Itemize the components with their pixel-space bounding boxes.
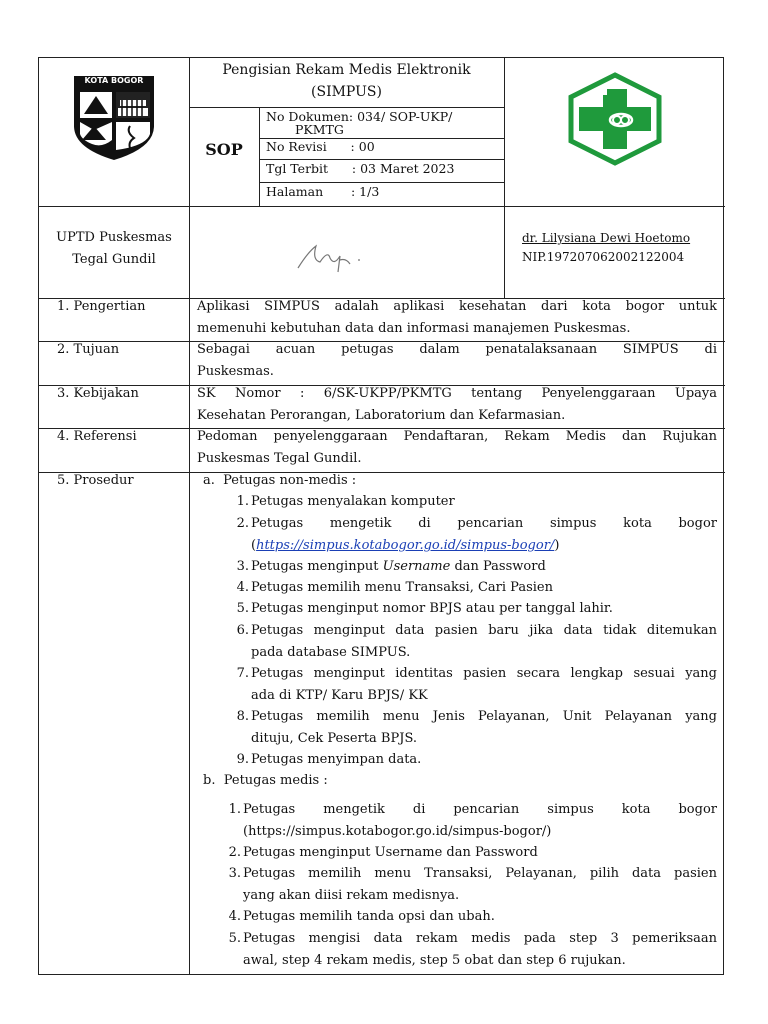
- signer-nip: NIP.197207062002122004: [522, 250, 685, 264]
- b-step-5: [217, 929, 717, 973]
- b-step-1-text-line1: Petugas mengetik di pencarian simpus kota bogor: [243, 802, 717, 817]
- a-step-8: [225, 707, 717, 751]
- document-title-line2: (SIMPUS): [311, 84, 382, 100]
- doc-number-line1: No Dokumen: 034/ SOP-UKP/: [266, 109, 453, 124]
- a-step-6-text-line2: pada database SIMPUS.: [251, 645, 411, 660]
- a-step-5-number: 5.: [236, 601, 249, 616]
- a-step-2-number: 2.: [236, 516, 249, 531]
- a-step-8-text-line2: dituju, Cek Peserta BPJS.: [251, 731, 418, 746]
- b-step-3: [217, 864, 717, 908]
- section-label-pengertian: 1. Pengertian: [57, 299, 146, 314]
- a-step-2-link-line: [251, 536, 559, 556]
- a-step-8-text-line1: Petugas memilih menu Jenis Pelayanan, Unit Pelayanan yang: [251, 709, 717, 724]
- a-step-6-text-line1: Petugas menginput data pasien baru jika data tidak ditemukan: [251, 623, 717, 638]
- a-step-5-text: Petugas menginput nomor BPJS atau per tanggal lahir.: [251, 601, 613, 616]
- pengertian-text-line2: memenuhi kebutuhan data dan informasi manajemen Puskesmas.: [197, 321, 631, 336]
- a-step-7-text-line1: Petugas menginput identitas pasien secara lengkap sesuai yang: [251, 666, 717, 681]
- sop-document: [38, 57, 724, 975]
- revision-number: No Revisi : 00: [266, 139, 375, 154]
- a-step-7-number: 7.: [236, 666, 249, 681]
- b-step-2-text: Petugas menginput Username dan Password: [243, 845, 538, 860]
- a-step-4-number: 4.: [236, 580, 249, 595]
- a-step-3-post: dan Password: [450, 559, 546, 574]
- a-step-2-paren-open: (: [251, 538, 257, 553]
- b-step-4-text: Petugas memilih tanda opsi dan ubah.: [243, 909, 495, 924]
- a-step-7: [225, 664, 717, 708]
- b-step-4-number: 4.: [228, 909, 241, 924]
- simpus-link[interactable]: https://simpus.kotabogor.go.id/simpus-bogor/: [256, 538, 555, 553]
- a-step-6: [225, 621, 717, 665]
- b-step-1-text-line2: (https://simpus.kotabogor.go.id/simpus-bogor/): [243, 824, 552, 839]
- org-name-line1: UPTD Puskesmas: [56, 230, 172, 245]
- doc-number-line2: PKMTG: [295, 122, 344, 137]
- b-step-5-text-line2: awal, step 4 rekam medis, step 5 obat dan step 6 rujukan.: [243, 953, 626, 968]
- kota-bogor-emblem-icon: [72, 74, 156, 162]
- document-title-line1: Pengisian Rekam Medis Elektronik: [222, 62, 471, 78]
- b-step-5-text-line1: Petugas mengisi data rekam medis pada step 3 pemeriksaan: [243, 931, 717, 946]
- b-step-1-number: 1.: [228, 802, 241, 817]
- a-step-9-number: 9.: [236, 752, 249, 767]
- kebijakan-text-line2: Kesehatan Perorangan, Laboratorium dan Kefarmasian.: [197, 408, 566, 423]
- tujuan-text-line2: Puskesmas.: [197, 364, 274, 379]
- b-step-2-number: 2.: [228, 845, 241, 860]
- a-step-6-number: 6.: [236, 623, 249, 638]
- b-step-3-text-line1: Petugas memilih menu Transaksi, Pelayanan, pilih data pasien: [243, 866, 717, 881]
- a-step-3-number: 3.: [236, 559, 249, 574]
- org-name-line2: Tegal Gundil: [72, 252, 156, 267]
- page-number: Halaman : 1/3: [266, 184, 380, 199]
- kota-bogor-logo: [72, 74, 156, 162]
- handwritten-signature-icon: [294, 238, 374, 278]
- signature-image: [294, 238, 374, 278]
- issue-date: Tgl Terbit : 03 Maret 2023: [266, 161, 455, 176]
- section-label-tujuan: 2. Tujuan: [57, 342, 120, 357]
- b-step-1: [217, 800, 717, 844]
- a-step-8-number: 8.: [236, 709, 249, 724]
- a-step-3-username: Username: [382, 559, 451, 574]
- pengertian-text-line1: Aplikasi SIMPUS adalah aplikasi kesehatan dari kota bogor untuk: [197, 299, 717, 314]
- a-step-2-paren-close: ): [554, 538, 560, 553]
- prosedur-b-title: b. Petugas medis :: [203, 773, 328, 788]
- a-step-7-text-line2: ada di KTP/ Karu BPJS/ KK: [251, 688, 428, 703]
- b-step-3-number: 3.: [228, 866, 241, 881]
- a-step-9-text: Petugas menyimpan data.: [251, 752, 422, 767]
- section-label-prosedur: 5. Prosedur: [57, 473, 134, 488]
- logo-text: KOTA BOGOR: [84, 76, 144, 85]
- tujuan-text-line1: Sebagai acuan petugas dalam penatalaksanaan SIMPUS di: [197, 342, 717, 357]
- a-step-1-number: 1.: [236, 494, 249, 509]
- referensi-text-line2: Puskesmas Tegal Gundil.: [197, 451, 362, 466]
- a-step-4-text: Petugas memilih menu Transaksi, Cari Pasien: [251, 580, 553, 595]
- a-step-3-text: [251, 557, 546, 577]
- kebijakan-text-line1: SK Nomor : 6/SK-UKPP/PKMTG tentang Penyelenggaraan Upaya: [197, 386, 717, 401]
- b-step-3-text-line2: yang akan diisi rekam medisnya.: [243, 888, 460, 903]
- prosedur-a-title: a. Petugas non-medis :: [203, 473, 357, 488]
- a-step-1-text: Petugas menyalakan komputer: [251, 494, 455, 509]
- signer-name: dr. Lilysiana Dewi Hoetomo: [522, 231, 691, 245]
- a-step-2: [225, 514, 717, 558]
- section-label-referensi: 4. Referensi: [57, 429, 137, 444]
- a-step-2-text: Petugas mengetik di pencarian simpus kota bogor: [251, 516, 717, 531]
- puskesmas-logo: [565, 72, 665, 166]
- sop-label: SOP: [205, 140, 243, 159]
- puskesmas-cross-icon: [565, 72, 665, 166]
- section-label-kebijakan: 3. Kebijakan: [57, 386, 139, 401]
- b-step-5-number: 5.: [228, 931, 241, 946]
- referensi-text-line1: Pedoman penyelenggaraan Pendaftaran, Rekam Medis dan Rujukan: [197, 429, 717, 444]
- a-step-3-pre: Petugas menginput: [251, 559, 383, 574]
